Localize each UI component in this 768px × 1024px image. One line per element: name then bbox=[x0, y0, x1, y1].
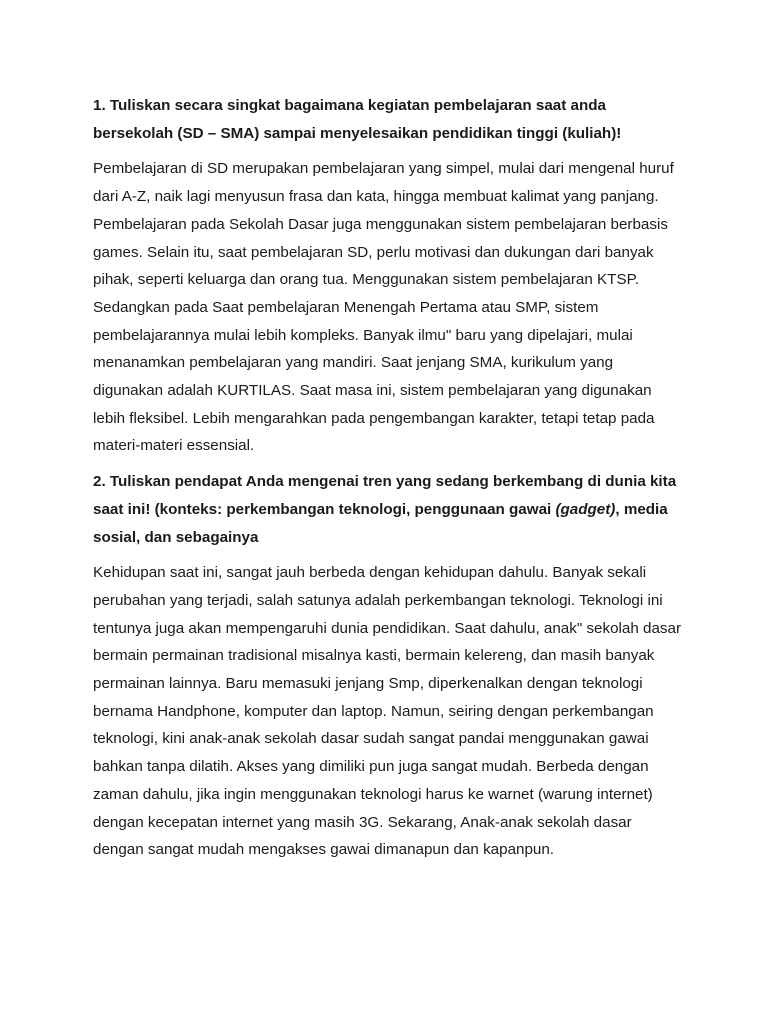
question-2 bbox=[93, 468, 683, 551]
question-2-text: 2. Tuliskan pendapat Anda mengenai tren yang sedang berkembang di dunia kita saat ini! (konteks: perkembangan teknologi, penggunaan gawai bbox=[93, 473, 677, 518]
answer-2: Kehidupan saat ini, sangat jauh berbeda dengan kehidupan dahulu. Banyak sekali perubahan yang terjadi, salah satunya adalah perkembangan teknologi. Teknologi ini tentunya juga akan mempengaruhi dunia pendidikan. Saat dahulu, anak" sekolah dasar bermain permainan tradisional misalnya kasti, bermain kelereng, dan masih banyak permainan lainnya. Baru memasuki jenjang Smp, diperkenalkan dengan teknologi bernama Handphone, komputer dan laptop. Namun, seiring dengan perkembangan teknologi, kini anak-anak sekolah dasar sudah sangat pandai menggunakan gawai bahkan tanpa dilatih. Akses yang dimiliki pun juga sangat mudah. Berbeda dengan zaman dahulu, jika ingin menggunakan teknologi harus ke warnet (warung internet) dengan kecepatan internet yang masih 3G. Sekarang, Anak-anak sekolah dasar dengan sangat mudah mengakses gawai dimanapun dan kapanpun. bbox=[93, 564, 681, 859]
question-1: 1. Tuliskan secara singkat bagaimana kegiatan pembelajaran saat anda bersekolah (SD – SMA) sampai menyelesaikan pendidikan tinggi (kuliah)! bbox=[93, 97, 622, 142]
question-2-text-end: , media sosial, dan sebagainya bbox=[93, 500, 668, 546]
question-2-gadget: (gadget) bbox=[555, 500, 616, 518]
document-page bbox=[93, 92, 683, 864]
answer-1: Pembelajaran di SD merupakan pembelajaran yang simpel, mulai dari mengenal huruf dari A-Z, naik lagi menyusun frasa dan kata, hingga membuat kalimat yang panjang. Pembelajaran pada Sekolah Dasar juga menggunakan sistem pembelajaran berbasis games. Selain itu, saat pembelajaran SD, perlu motivasi dan dukungan dari banyak pihak, seperti keluarga dan orang tua. Menggunakan sistem pembelajaran KTSP. Sedangkan pada Saat pembelajaran Menengah Pertama atau SMP, sistem pembelajarannya mulai lebih kompleks. Banyak ilmu" baru yang dipelajari, mulai menanamkan pembelajaran yang mandiri. Saat jenjang SMA, kurikulum yang digunakan adalah KURTILAS. Saat masa ini, sistem pembelajaran yang digunakan lebih fleksibel. Lebih mengarahkan pada pengembangan karakter, tetapi tetap pada materi-materi essensial. bbox=[93, 160, 674, 455]
